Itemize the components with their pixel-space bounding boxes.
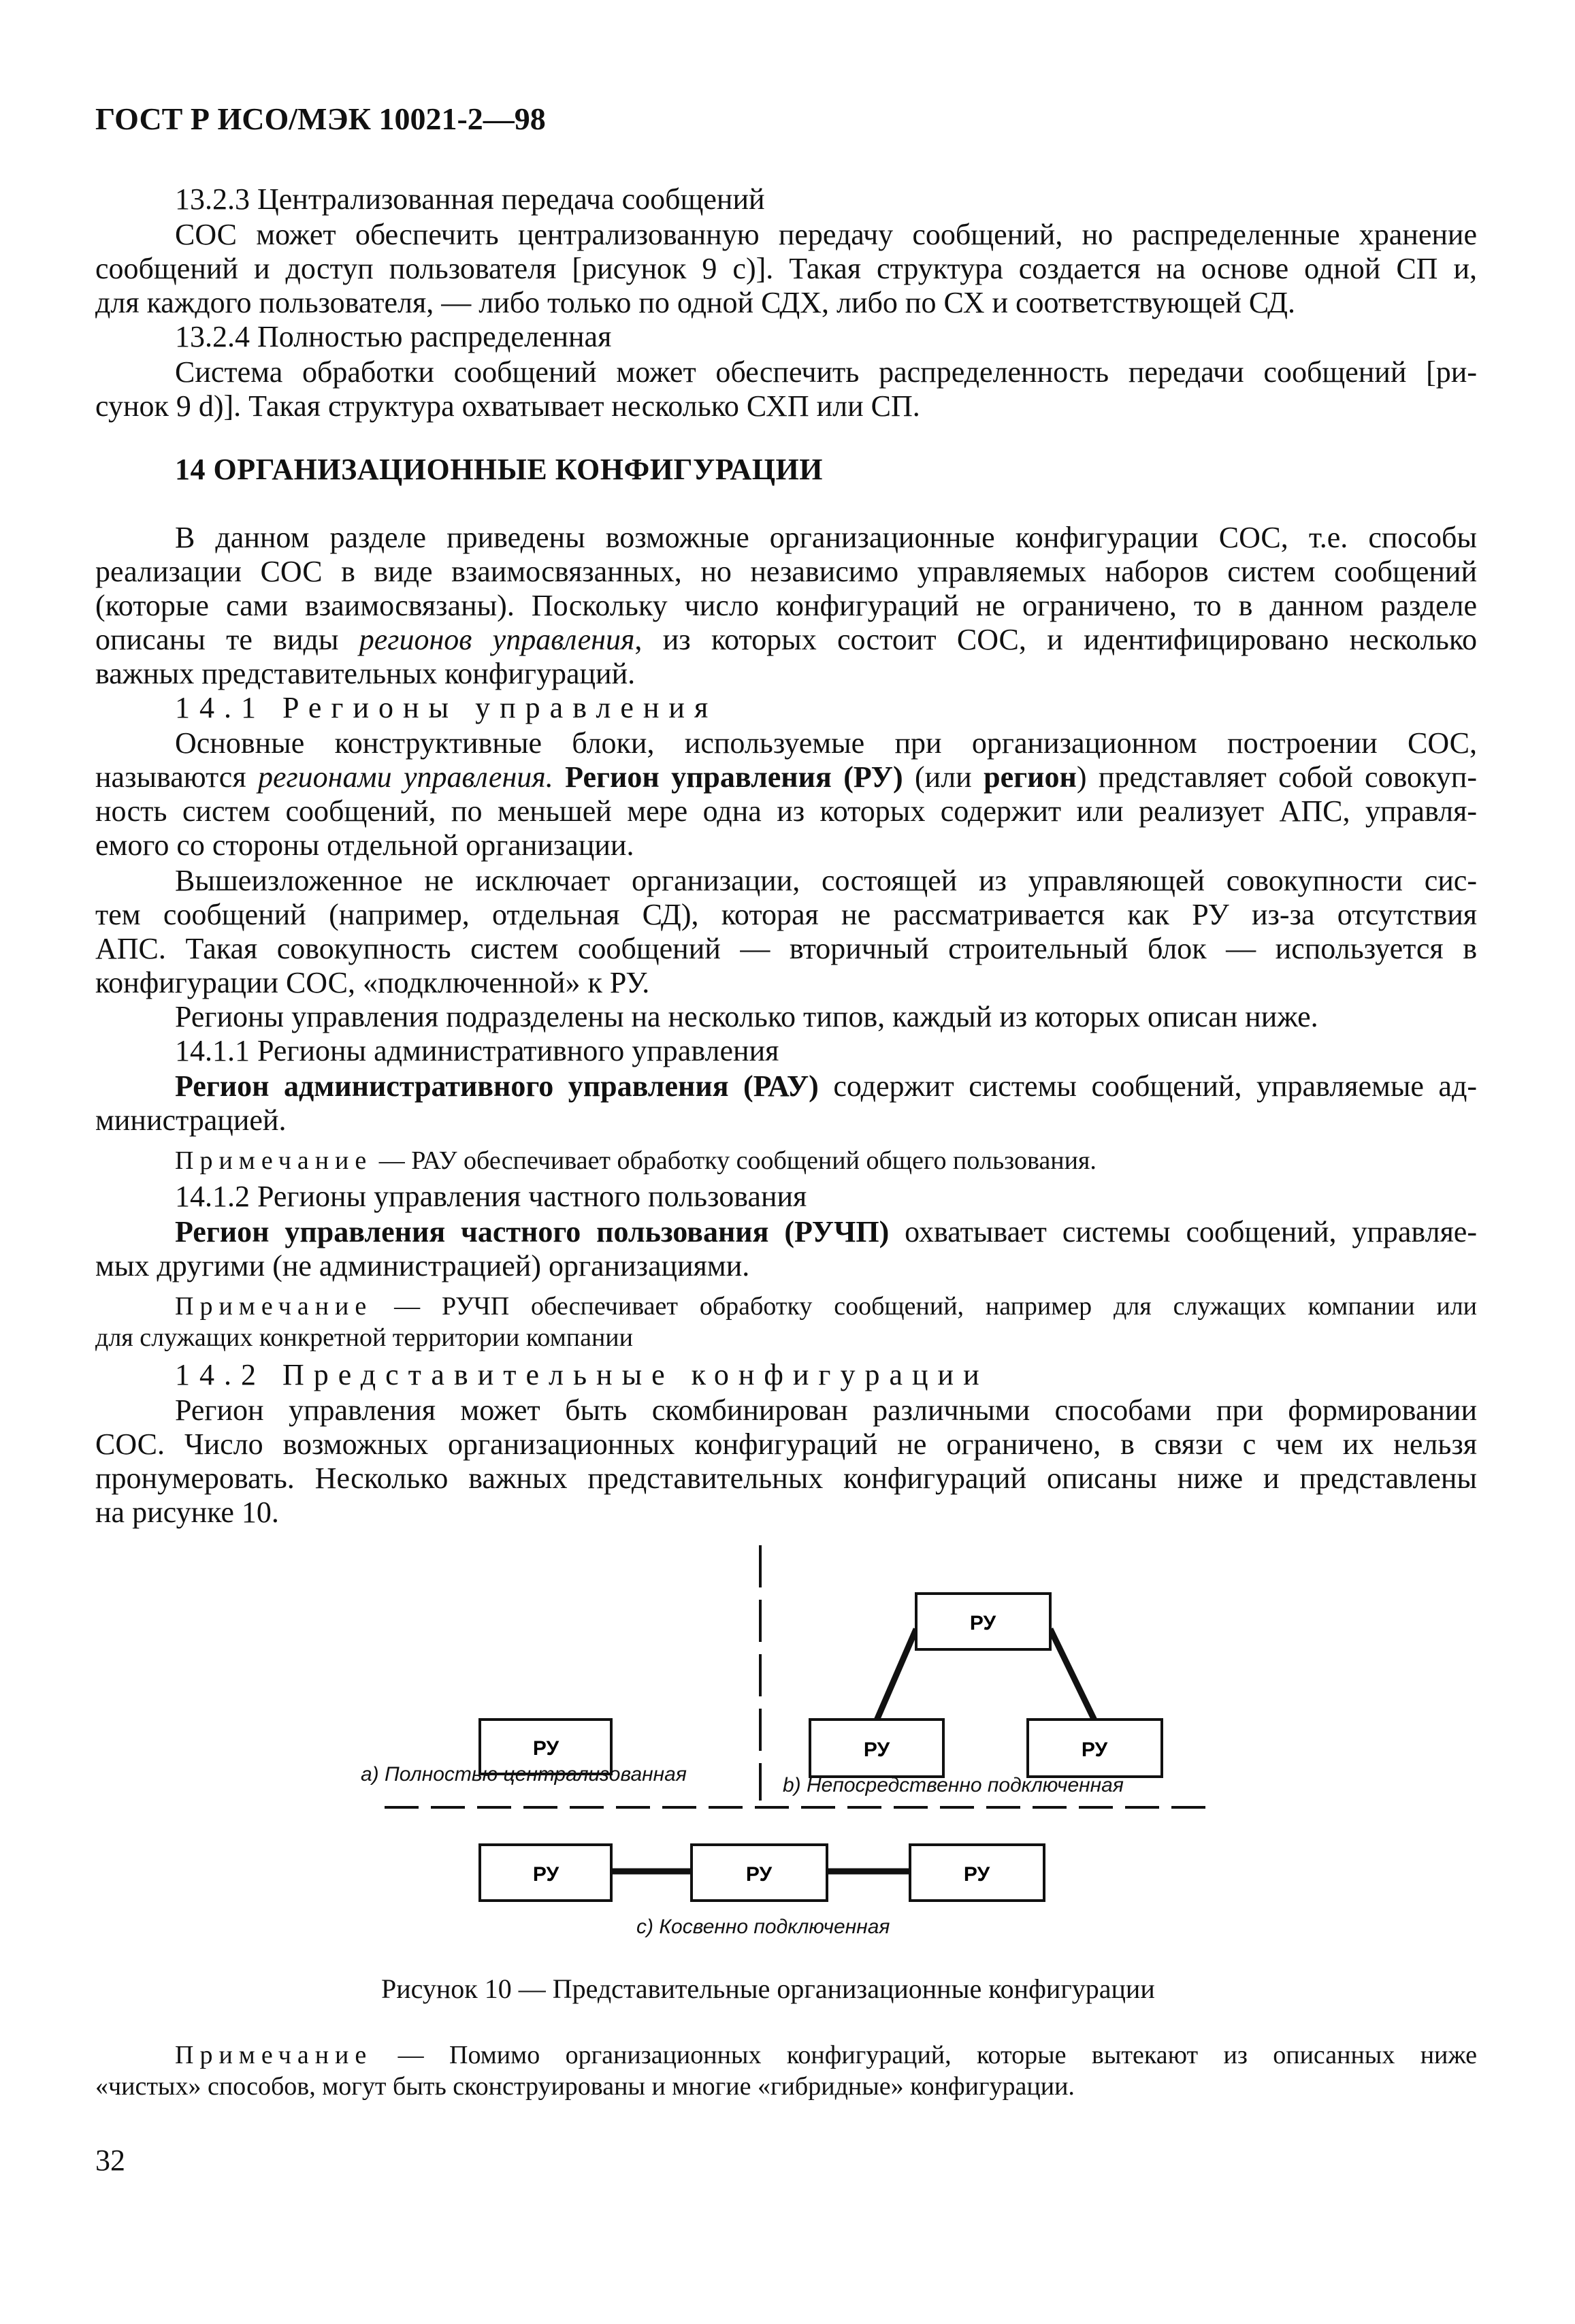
section-14-2-title: 14.2 Представительные конфигурации bbox=[175, 1358, 989, 1391]
final-note: Примечание — Помимо организационных конфигураций, которые вытекают из описанных ниже bbox=[175, 2041, 1478, 2069]
section-14-1-title: 14.1 Регионы управления bbox=[175, 691, 718, 724]
standard-header: ГОСТ Р ИСО/МЭК 10021-2—98 bbox=[95, 101, 546, 136]
paragraph-line: пронумеровать. Несколько важных представительных конфигураций описаны ниже и представлены bbox=[95, 1462, 1477, 1495]
paragraph-line: СОС может обеспечить централизованную передачу сообщений, но распределенные хранение bbox=[175, 218, 1477, 251]
paragraph-line: В данном разделе приведены возможные организационные конфигурации СОС, т.е. способы bbox=[175, 521, 1477, 554]
paragraph-line: Вышеизложенное не исключает организации, состоящей из управляющей совокупности сис- bbox=[175, 864, 1477, 897]
connector-b-right bbox=[1050, 1629, 1094, 1720]
box-c2-label: РУ bbox=[745, 1863, 773, 1886]
note: Примечание — РАУ обеспечивает обработку сообщений общего пользования. bbox=[175, 1146, 1097, 1175]
section-13-2-4-title: 13.2.4 Полностью распределенная bbox=[175, 320, 612, 353]
paragraph-line: СОС. Число возможных организационных конфигураций не ограничено, в связи с чем их нельзя bbox=[95, 1427, 1477, 1461]
paragraph-line: Основные конструктивные блоки, используемые при организационном построении СОС, bbox=[175, 726, 1477, 760]
paragraph-line: важных представительных конфигураций. bbox=[95, 657, 636, 690]
note-continuation: для служащих конкретной территории компании bbox=[95, 1323, 633, 1352]
paragraph-line: (которые сами взаимосвязаны). Поскольку число конфигураций не ограничено, то в данном разделе bbox=[95, 589, 1477, 622]
paragraph-line: АПС. Такая совокупность систем сообщений — вторичный строительный блок — используется в bbox=[95, 932, 1477, 965]
paragraph-line: называются регионами управления. Регион управления (РУ) (или регион) представляет собой совокуп- bbox=[95, 760, 1477, 794]
paragraph-line: Регион административного управления (РАУ) содержит системы сообщений, управляемые ад- bbox=[175, 1069, 1477, 1103]
paragraph-line: конфигурации СОС, «подключенной» к РУ. bbox=[95, 966, 650, 999]
final-note-continuation: «чистых» способов, могут быть сконструированы и многие «гибридные» конфигурации. bbox=[95, 2072, 1075, 2101]
box-a-label: РУ bbox=[532, 1737, 559, 1760]
paragraph-line: сунок 9 d)]. Такая структура охватывает несколько СХП или СП. bbox=[95, 389, 920, 423]
figure-label-a: а) Полностью централизованная bbox=[361, 1763, 687, 1786]
paragraph-line: реализации СОС в виде взаимосвязанных, но независимо управляемых наборов систем сообщений bbox=[95, 555, 1477, 588]
paragraph-line: для каждого пользователя, — либо только по одной СДХ, либо по СХ и соответствующей СД. bbox=[95, 286, 1296, 319]
paragraph-line: сообщений и доступ пользователя [рисунок 9 с)]. Такая структура создается на основе одной СП и, bbox=[95, 252, 1477, 285]
section-14-1-2-title: 14.1.2 Регионы управления частного пользования bbox=[175, 1180, 807, 1213]
paragraph-line: мых другими (не администрацией) организациями. bbox=[95, 1249, 750, 1282]
paragraph-line: тем сообщений (например, отдельная СД), которая не рассматривается как РУ из-за отсутствия bbox=[95, 898, 1477, 931]
paragraph-line: Регионы управления подразделены на несколько типов, каждый из которых описан ниже. bbox=[175, 1000, 1318, 1033]
paragraph-line: Регион управления может быть скомбинирован различными способами при формировании bbox=[175, 1393, 1477, 1427]
paragraph-line: Регион управления частного пользования (РУЧП) охватывает системы сообщений, управляе- bbox=[175, 1215, 1477, 1248]
figure-label-c: с) Косвенно подключенная bbox=[636, 1916, 890, 1938]
figure-caption: Рисунок 10 — Представительные организационные конфигурации bbox=[381, 1973, 1155, 2004]
page-number: 32 bbox=[95, 2144, 125, 2177]
box-b-right-label: РУ bbox=[1081, 1739, 1108, 1761]
section-14-heading: 14 ОРГАНИЗАЦИОННЫЕ КОНФИГУРАЦИИ bbox=[175, 453, 823, 486]
box-b-top-label: РУ bbox=[969, 1612, 996, 1634]
box-c3-label: РУ bbox=[963, 1863, 990, 1886]
box-b-left-label: РУ bbox=[863, 1739, 890, 1761]
paragraph-line: ность систем сообщений, по меньшей мере одна из которых содержит или реализует АПС, управля- bbox=[95, 794, 1477, 828]
paragraph-line: Система обработки сообщений может обеспечить распределенность передачи сообщений [ри- bbox=[175, 355, 1477, 389]
section-14-1-1-title: 14.1.1 Регионы административного управления bbox=[175, 1034, 779, 1067]
paragraph-line: на рисунке 10. bbox=[95, 1496, 279, 1529]
paragraph-line: емого со стороны отдельной организации. bbox=[95, 828, 634, 862]
paragraph-line: министрацией. bbox=[95, 1103, 287, 1137]
note: Примечание — РУЧП обеспечивает обработку сообщений, например для служащих компании или bbox=[175, 1292, 1478, 1321]
box-c1-label: РУ bbox=[532, 1863, 559, 1886]
section-13-2-3-title: 13.2.3 Централизованная передача сообщений bbox=[175, 182, 765, 216]
figure-label-b: b) Непосредственно подключенная bbox=[783, 1774, 1124, 1796]
connector-b-left bbox=[877, 1629, 916, 1720]
paragraph-line: описаны те виды регионов управления, из которых состоит СОС, и идентифицировано несколько bbox=[95, 623, 1478, 656]
